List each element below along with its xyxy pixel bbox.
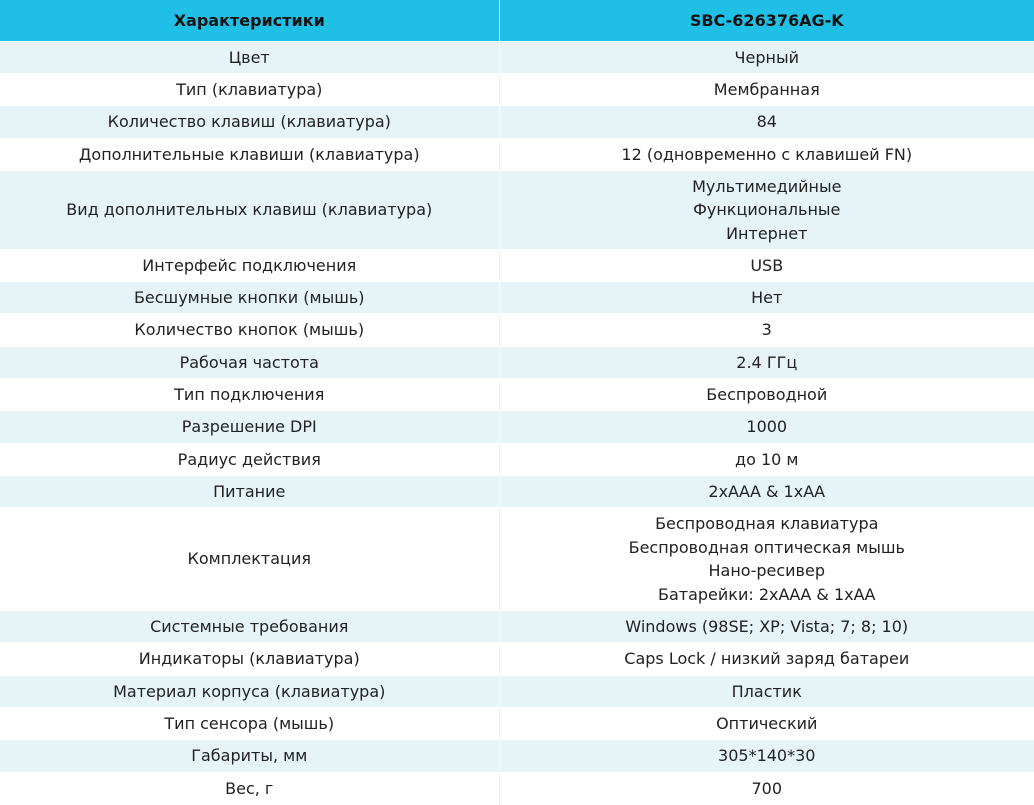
row-value-line: 305*140*30 xyxy=(718,746,816,766)
row-value-line: 12 (одновременно с клавишей FN) xyxy=(621,144,913,164)
row-value-line: 2хААА & 1хАА xyxy=(708,481,826,501)
row-label: Индикаторы (клавиатура) xyxy=(0,643,499,676)
row-label: Вид дополнительных клавиш (клавиатура) xyxy=(0,171,499,250)
row-value-line: Caps Lock / низкий заряд батареи xyxy=(624,649,910,669)
header-model: SBC-626376AG-K xyxy=(499,0,1034,42)
row-value-line: Windows (98SE; XP; Vista; 7; 8; 10) xyxy=(625,616,909,636)
row-label: Тип сенсора (мышь) xyxy=(0,708,499,740)
table-row xyxy=(0,42,1034,74)
table-row xyxy=(0,106,1034,139)
table-row xyxy=(0,444,1034,476)
row-value-line: до 10 м xyxy=(735,449,799,469)
row-value-line: Мультимедийные xyxy=(692,176,842,196)
table-row xyxy=(0,476,1034,508)
row-value-line: 3 xyxy=(761,320,772,340)
row-value xyxy=(499,740,1034,773)
table-row xyxy=(0,740,1034,773)
row-value xyxy=(499,611,1034,643)
row-label: Разрешение DPI xyxy=(0,411,499,444)
table-row xyxy=(0,773,1034,805)
row-label: Комплектация xyxy=(0,508,499,611)
row-label: Материал корпуса (клавиатура) xyxy=(0,676,499,708)
row-value-line: Беспроводная клавиатура xyxy=(655,514,879,533)
row-value xyxy=(499,476,1034,508)
table-row xyxy=(0,139,1034,171)
row-value xyxy=(499,379,1034,411)
row-value xyxy=(499,411,1034,444)
header-characteristics: Характеристики xyxy=(0,0,499,42)
table-row xyxy=(0,347,1034,379)
row-value-line: Беспроводная оптическая мышь xyxy=(628,537,905,557)
table-row xyxy=(0,611,1034,643)
row-label: Габариты, мм xyxy=(0,740,499,773)
header-row xyxy=(0,0,1034,42)
row-value-line: Беспроводной xyxy=(706,384,828,404)
row-value xyxy=(499,250,1034,282)
row-label: Тип (клавиатура) xyxy=(0,74,499,106)
row-value xyxy=(499,708,1034,740)
row-value-line: 700 xyxy=(751,779,783,798)
row-value xyxy=(499,444,1034,476)
row-value-line: 1000 xyxy=(746,417,788,437)
table-row xyxy=(0,708,1034,740)
row-value xyxy=(499,106,1034,139)
table-row xyxy=(0,74,1034,106)
table-row xyxy=(0,314,1034,347)
row-value-line: 84 xyxy=(756,112,777,132)
table-row xyxy=(0,282,1034,314)
table-row xyxy=(0,643,1034,676)
row-label: Вес, г xyxy=(0,773,499,805)
row-value xyxy=(499,282,1034,314)
row-value xyxy=(499,139,1034,171)
row-value xyxy=(499,773,1034,805)
row-label: Дополнительные клавиши (клавиатура) xyxy=(0,139,499,171)
row-value-line: Батарейки: 2хААА & 1хАА xyxy=(657,584,876,604)
row-value-line: Нет xyxy=(751,287,783,307)
row-label: Рабочая частота xyxy=(0,347,499,379)
table-row xyxy=(0,379,1034,411)
table-body xyxy=(0,42,1034,805)
row-label: Бесшумные кнопки (мышь) xyxy=(0,282,499,314)
row-value xyxy=(499,42,1034,74)
row-value-line: Пластик xyxy=(731,681,802,701)
row-value-line: Интернет xyxy=(726,223,808,243)
row-value xyxy=(499,508,1034,611)
row-value xyxy=(499,676,1034,708)
table-row xyxy=(0,508,1034,611)
row-value xyxy=(499,347,1034,379)
row-value-line: Мембранная xyxy=(713,79,820,99)
row-value-line: Оптический xyxy=(716,713,818,733)
row-label: Системные требования xyxy=(0,611,499,643)
row-value-line: 2.4 ГГц xyxy=(736,352,798,372)
row-label: Питание xyxy=(0,476,499,508)
row-value-line: Функциональные xyxy=(693,200,841,220)
row-label: Интерфейс подключения xyxy=(0,250,499,282)
row-label: Количество клавиш (клавиатура) xyxy=(0,106,499,139)
row-value xyxy=(499,171,1034,250)
row-value-line: Нано-ресивер xyxy=(708,561,825,580)
table-row xyxy=(0,171,1034,250)
row-value-line: USB xyxy=(750,255,784,275)
row-value-line: Черный xyxy=(734,47,799,67)
row-label: Количество кнопок (мышь) xyxy=(0,314,499,347)
row-label: Тип подключения xyxy=(0,379,499,411)
row-value xyxy=(499,74,1034,106)
table-row xyxy=(0,676,1034,708)
table-row xyxy=(0,411,1034,444)
row-value xyxy=(499,643,1034,676)
table-header xyxy=(0,0,1034,42)
row-value xyxy=(499,314,1034,347)
row-label: Цвет xyxy=(0,42,499,74)
row-label: Радиус действия xyxy=(0,444,499,476)
table-row xyxy=(0,250,1034,282)
